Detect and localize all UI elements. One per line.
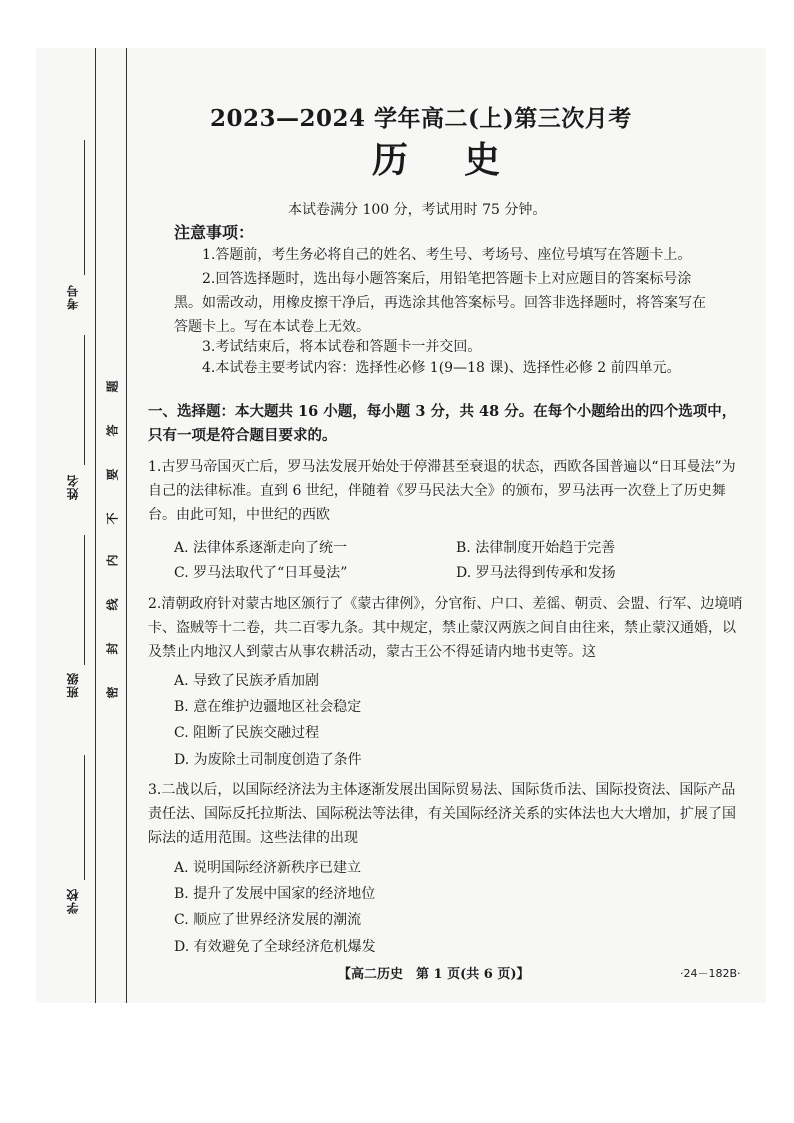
question-stem: 3.二战以后，以国际经济法为主体逐渐发展出国际贸易法、国际货币法、国际投资法、国际产品责任法、国际反托拉斯法、国际税法等法律，有关国际经济关系的实体法也大大增加，扩展了国际法的适用范围。这些法律的出现 (148, 782, 736, 846)
seal-char: 密 (105, 686, 120, 699)
exam-number-line (84, 140, 85, 275)
note-item: 3.考试结束后，将本试卷和答题卡一并交回。 (202, 339, 482, 355)
question-option: A. 导致了民族矛盾加剧 (174, 673, 320, 689)
seal-char: 不 (105, 512, 120, 525)
school-line (84, 755, 85, 880)
class-label: 班级 (66, 672, 80, 698)
seal-char: 要 (105, 468, 120, 481)
exam-number-label: 考号 (66, 284, 80, 310)
question-stem: 1.古罗马帝国灭亡后，罗马法发展开始处于停滞甚至衰退的状态，西欧各国普遍以“日耳曼法”为自己的法律标准。直到 6 世纪，伴随着《罗马民法大全》的颁布，罗马法再一次登上了历史舞台。由此可知，中世纪的西欧 (148, 459, 736, 523)
exam-info: 本试卷满分 100 分，考试用时 75 分钟。 (288, 202, 547, 218)
page-footer: 【高二历史 第 1 页(共 6 页)】 (338, 967, 530, 982)
question-option: D. 为废除土司制度创造了条件 (174, 752, 362, 768)
school-label: 学校 (66, 888, 80, 914)
question-option: B. 意在维护边疆地区社会稳定 (174, 699, 362, 715)
exam-title: 2023—2024 学年高二(上)第三次月考 (210, 105, 632, 132)
binding-line (95, 48, 96, 1003)
question-option: C. 罗马法取代了“日耳曼法” (174, 565, 348, 581)
note-item: 1.答题前，考生务必将自己的姓名、考生号、考场号、座位号填写在答题卡上。 (202, 247, 692, 263)
binding-line (126, 48, 127, 1003)
seal-char: 题 (105, 380, 120, 393)
note-item: 2.回答选择题时，选出每小题答案后，用铅笔把答题卡上对应题目的答案标号涂黑。如需改动，用橡皮擦干净后，再选涂其他答案标号。回答非选择题时，将答案写在答题卡上。写在本试卷上无效。 (174, 271, 706, 335)
question-option: A. 说明国际经济新秩序已建立 (174, 860, 362, 876)
seal-char: 答 (105, 424, 120, 437)
name-label: 姓名 (66, 474, 80, 500)
question-option: B. 法律制度开始趋于完善 (456, 540, 616, 556)
seal-char: 封 (105, 642, 120, 655)
name-line (84, 335, 85, 465)
note-item: 4.本试卷主要考试内容：选择性必修 1(9—18 课)、选择性必修 2 前四单元。 (202, 360, 681, 376)
paper-code: ·24－182B· (680, 967, 741, 980)
seal-char: 线 (105, 598, 120, 611)
class-line (84, 535, 85, 665)
seal-char: 内 (105, 554, 120, 567)
section-heading: 一、选择题：本大题共 16 小题，每小题 3 分，共 48 分。在每个小题给出的四个选项中，只有一项是符合题目要求的。 (148, 403, 737, 444)
question-option: D. 罗马法得到传承和发扬 (456, 565, 616, 581)
question-option: A. 法律体系逐渐走向了统一 (174, 540, 348, 556)
question-stem: 2.清朝政府针对蒙古地区颁行了《蒙古律例》，分官衔、户口、差徭、朝贡、会盟、行军、边境哨卡、盗贼等十二卷，共二百零九条。其中规定，禁止蒙汉两族之间自由往来，禁止蒙汉通婚，以及禁止内地汉人到蒙古从事农耕活动，蒙古王公不得延请内地书吏等。这 (148, 596, 743, 660)
notes-heading: 注意事项： (174, 223, 255, 242)
question-option: C. 顺应了世界经济发展的潮流 (174, 912, 362, 928)
question-option: B. 提升了发展中国家的经济地位 (174, 886, 376, 902)
subject-title: 历史 (372, 139, 557, 181)
question-option: C. 阻断了民族交融过程 (174, 725, 320, 741)
question-option: D. 有效避免了全球经济危机爆发 (174, 939, 376, 955)
